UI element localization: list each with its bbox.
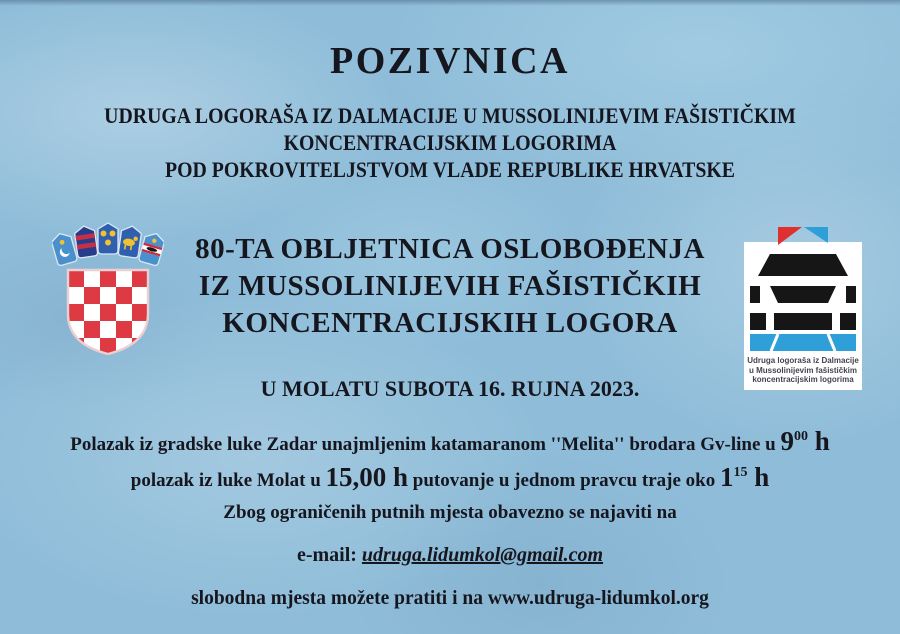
coat-of-arms-graphic <box>52 222 164 372</box>
departure-molat-line <box>0 460 900 496</box>
crown-shield-slavonia-marten <box>138 231 164 266</box>
logo-caption-line-1: Udruga logoraša iz Dalmacije <box>747 356 859 365</box>
contact-line <box>0 542 900 568</box>
departure-zadar-line <box>0 424 900 460</box>
reservation-notice: Zbog ograničenih putnih mjesta obavezno se najaviti na <box>223 502 677 523</box>
logo-barracks-graphic <box>744 250 862 354</box>
departure-molat-text: polazak iz luke Molat u <box>130 470 326 491</box>
association-camp-logo-icon <box>744 226 862 390</box>
crown-shield-dubrovnik-stripes <box>74 225 98 258</box>
page-title: POZIVNICA <box>330 40 570 82</box>
logo-caption <box>744 354 862 387</box>
checker-shield <box>68 270 148 355</box>
travel-duration-unit: h <box>747 462 770 492</box>
travel-details <box>0 424 900 532</box>
heading-line-1: 80-TA OBLJETNICA OSLOBOĐENJA <box>195 233 705 265</box>
departure-molat-time: 15,00 h <box>325 462 409 492</box>
departure-zadar-time: 9 <box>780 426 794 456</box>
availability-footer: slobodna mjesta možete pratiti i na www.udruga-lidumkol.org <box>191 588 709 609</box>
travel-duration-text: putovanje u jednom pravcu traje oko <box>408 470 720 491</box>
organization-line-1: UDRUGA LOGORAŠA IZ DALMACIJE U MUSSOLINIJEVIM FAŠISTIČKIM <box>104 103 796 128</box>
email-label: e-mail: <box>296 544 362 566</box>
logo-caption-line-3: koncentracijskim logorima <box>752 375 854 384</box>
organization-block <box>0 102 900 183</box>
organization-line-2: KONCENTRACIJSKIM LOGORIMA <box>283 130 617 155</box>
travel-duration-minutes: 15 <box>733 465 748 480</box>
organization-line-3: POD POKROVITELJSTVOM VLADE REPUBLIKE HRVATSKE <box>165 157 735 182</box>
travel-duration-hours: 1 <box>719 462 734 492</box>
heading-line-2: IZ MUSSOLINIJEVIH FAŠISTIČKIH <box>198 270 702 302</box>
email-link[interactable]: udruga.lidumkol@gmail.com <box>361 544 604 566</box>
croatian-coat-of-arms-icon <box>52 222 164 372</box>
event-date: U MOLATU SUBOTA 16. RUJNA 2023. <box>260 376 640 401</box>
departure-zadar-text: Polazak iz gradske luke Zadar unajmljenim katamaranom ''Melita'' brodara Gv-line u <box>70 434 781 455</box>
logo-card <box>744 242 862 390</box>
crown-shield-dalmatia-lion-heads <box>98 223 118 254</box>
departure-zadar-time-minutes: 00 <box>793 429 808 444</box>
departure-zadar-hour-unit: h <box>807 426 830 456</box>
crown-shield-istria-star-crescent <box>52 231 78 266</box>
logo-caption-line-2: u Mussolinijevim fašističkim <box>748 365 858 375</box>
heading-line-3: KONCENTRACIJSKIH LOGORA <box>222 307 678 339</box>
logo-pennant-flag-icon <box>777 226 829 246</box>
crown-shield-istra-goat <box>118 225 142 258</box>
